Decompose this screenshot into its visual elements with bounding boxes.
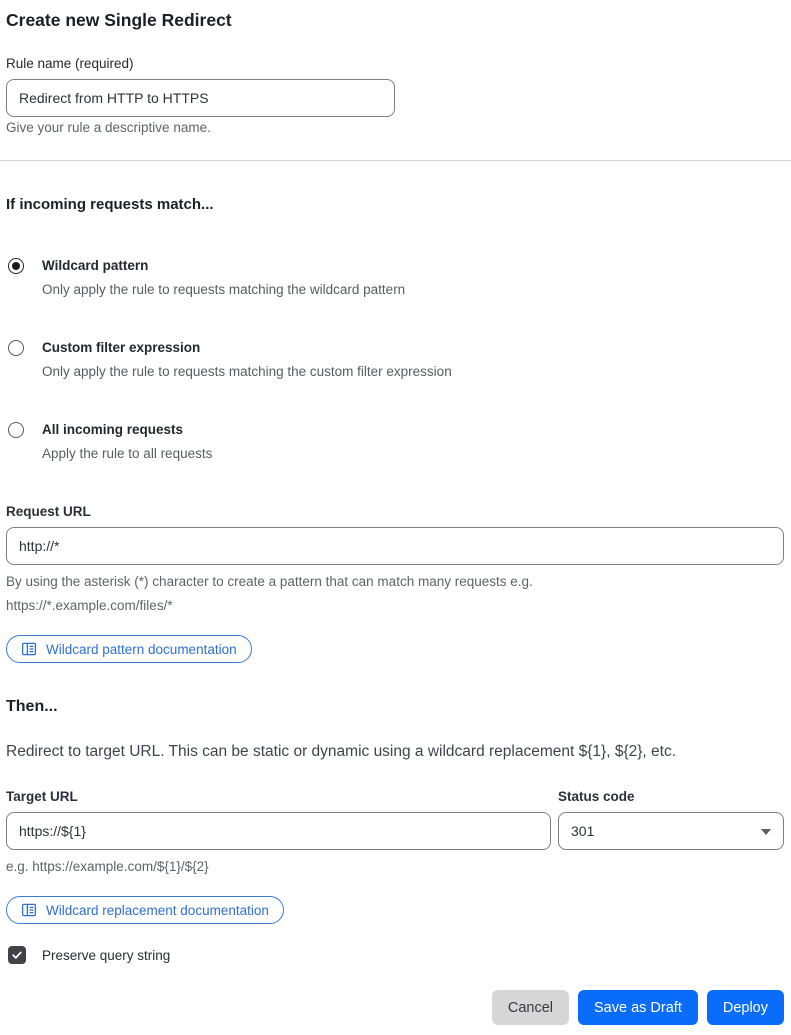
- chevron-down-icon: [761, 829, 771, 835]
- status-code-value: 301: [571, 823, 595, 839]
- radio-custom-filter[interactable]: [8, 340, 24, 356]
- target-url-label: Target URL: [6, 789, 78, 804]
- rule-name-input[interactable]: [6, 79, 395, 117]
- target-url-input[interactable]: [6, 812, 551, 850]
- preserve-query-label: Preserve query string: [42, 947, 171, 963]
- book-icon: [21, 902, 37, 918]
- request-url-label: Request URL: [6, 504, 91, 519]
- radio-description: Apply the rule to all requests: [42, 446, 213, 461]
- radio-label[interactable]: Wildcard pattern: [42, 258, 149, 273]
- doc-button-label: Wildcard replacement documentation: [46, 902, 269, 918]
- rule-name-help: Give your rule a descriptive name.: [6, 120, 211, 135]
- cancel-button[interactable]: Cancel: [492, 990, 569, 1025]
- preserve-query-row[interactable]: [6, 946, 784, 964]
- radio-all-requests[interactable]: [8, 422, 24, 438]
- wildcard-replacement-doc-button[interactable]: [6, 896, 284, 924]
- status-code-select[interactable]: [558, 812, 784, 850]
- page-title: Create new Single Redirect: [6, 10, 232, 30]
- radio-option-custom-filter[interactable]: [6, 339, 784, 381]
- form-footer: [6, 990, 784, 1025]
- request-url-help-line1: By using the asterisk (*) character to create a pattern that can match many requests e.g.: [6, 574, 533, 589]
- checkbox-preserve-query[interactable]: [8, 946, 26, 964]
- deploy-button[interactable]: Deploy: [707, 990, 784, 1025]
- radio-description: Only apply the rule to requests matching the custom filter expression: [42, 364, 452, 379]
- request-url-help-line2: https://*.example.com/files/*: [6, 598, 173, 613]
- radio-option-wildcard-pattern[interactable]: [6, 257, 784, 299]
- radio-description: Only apply the rule to requests matching the wildcard pattern: [42, 282, 406, 297]
- doc-button-label: Wildcard pattern documentation: [46, 641, 237, 657]
- save-as-draft-button[interactable]: Save as Draft: [578, 990, 698, 1025]
- section-divider: [0, 160, 791, 161]
- match-section-heading: If incoming requests match...: [6, 196, 214, 213]
- target-url-help: e.g. https://example.com/${1}/${2}: [6, 859, 209, 874]
- wildcard-pattern-doc-button[interactable]: [6, 635, 252, 663]
- book-icon: [21, 641, 37, 657]
- radio-label[interactable]: All incoming requests: [42, 422, 184, 437]
- then-section-heading: Then...: [6, 698, 58, 715]
- check-icon: [11, 949, 23, 961]
- radio-wildcard-pattern[interactable]: [8, 258, 24, 274]
- radio-option-all-requests[interactable]: [6, 421, 784, 463]
- status-code-label: Status code: [558, 789, 635, 804]
- then-section-description: Redirect to target URL. This can be static or dynamic using a wildcard replacement ${1}, ${2}, etc.: [6, 743, 677, 760]
- request-url-input[interactable]: [6, 527, 784, 565]
- radio-label[interactable]: Custom filter expression: [42, 340, 201, 355]
- rule-name-label: Rule name (required): [6, 56, 134, 71]
